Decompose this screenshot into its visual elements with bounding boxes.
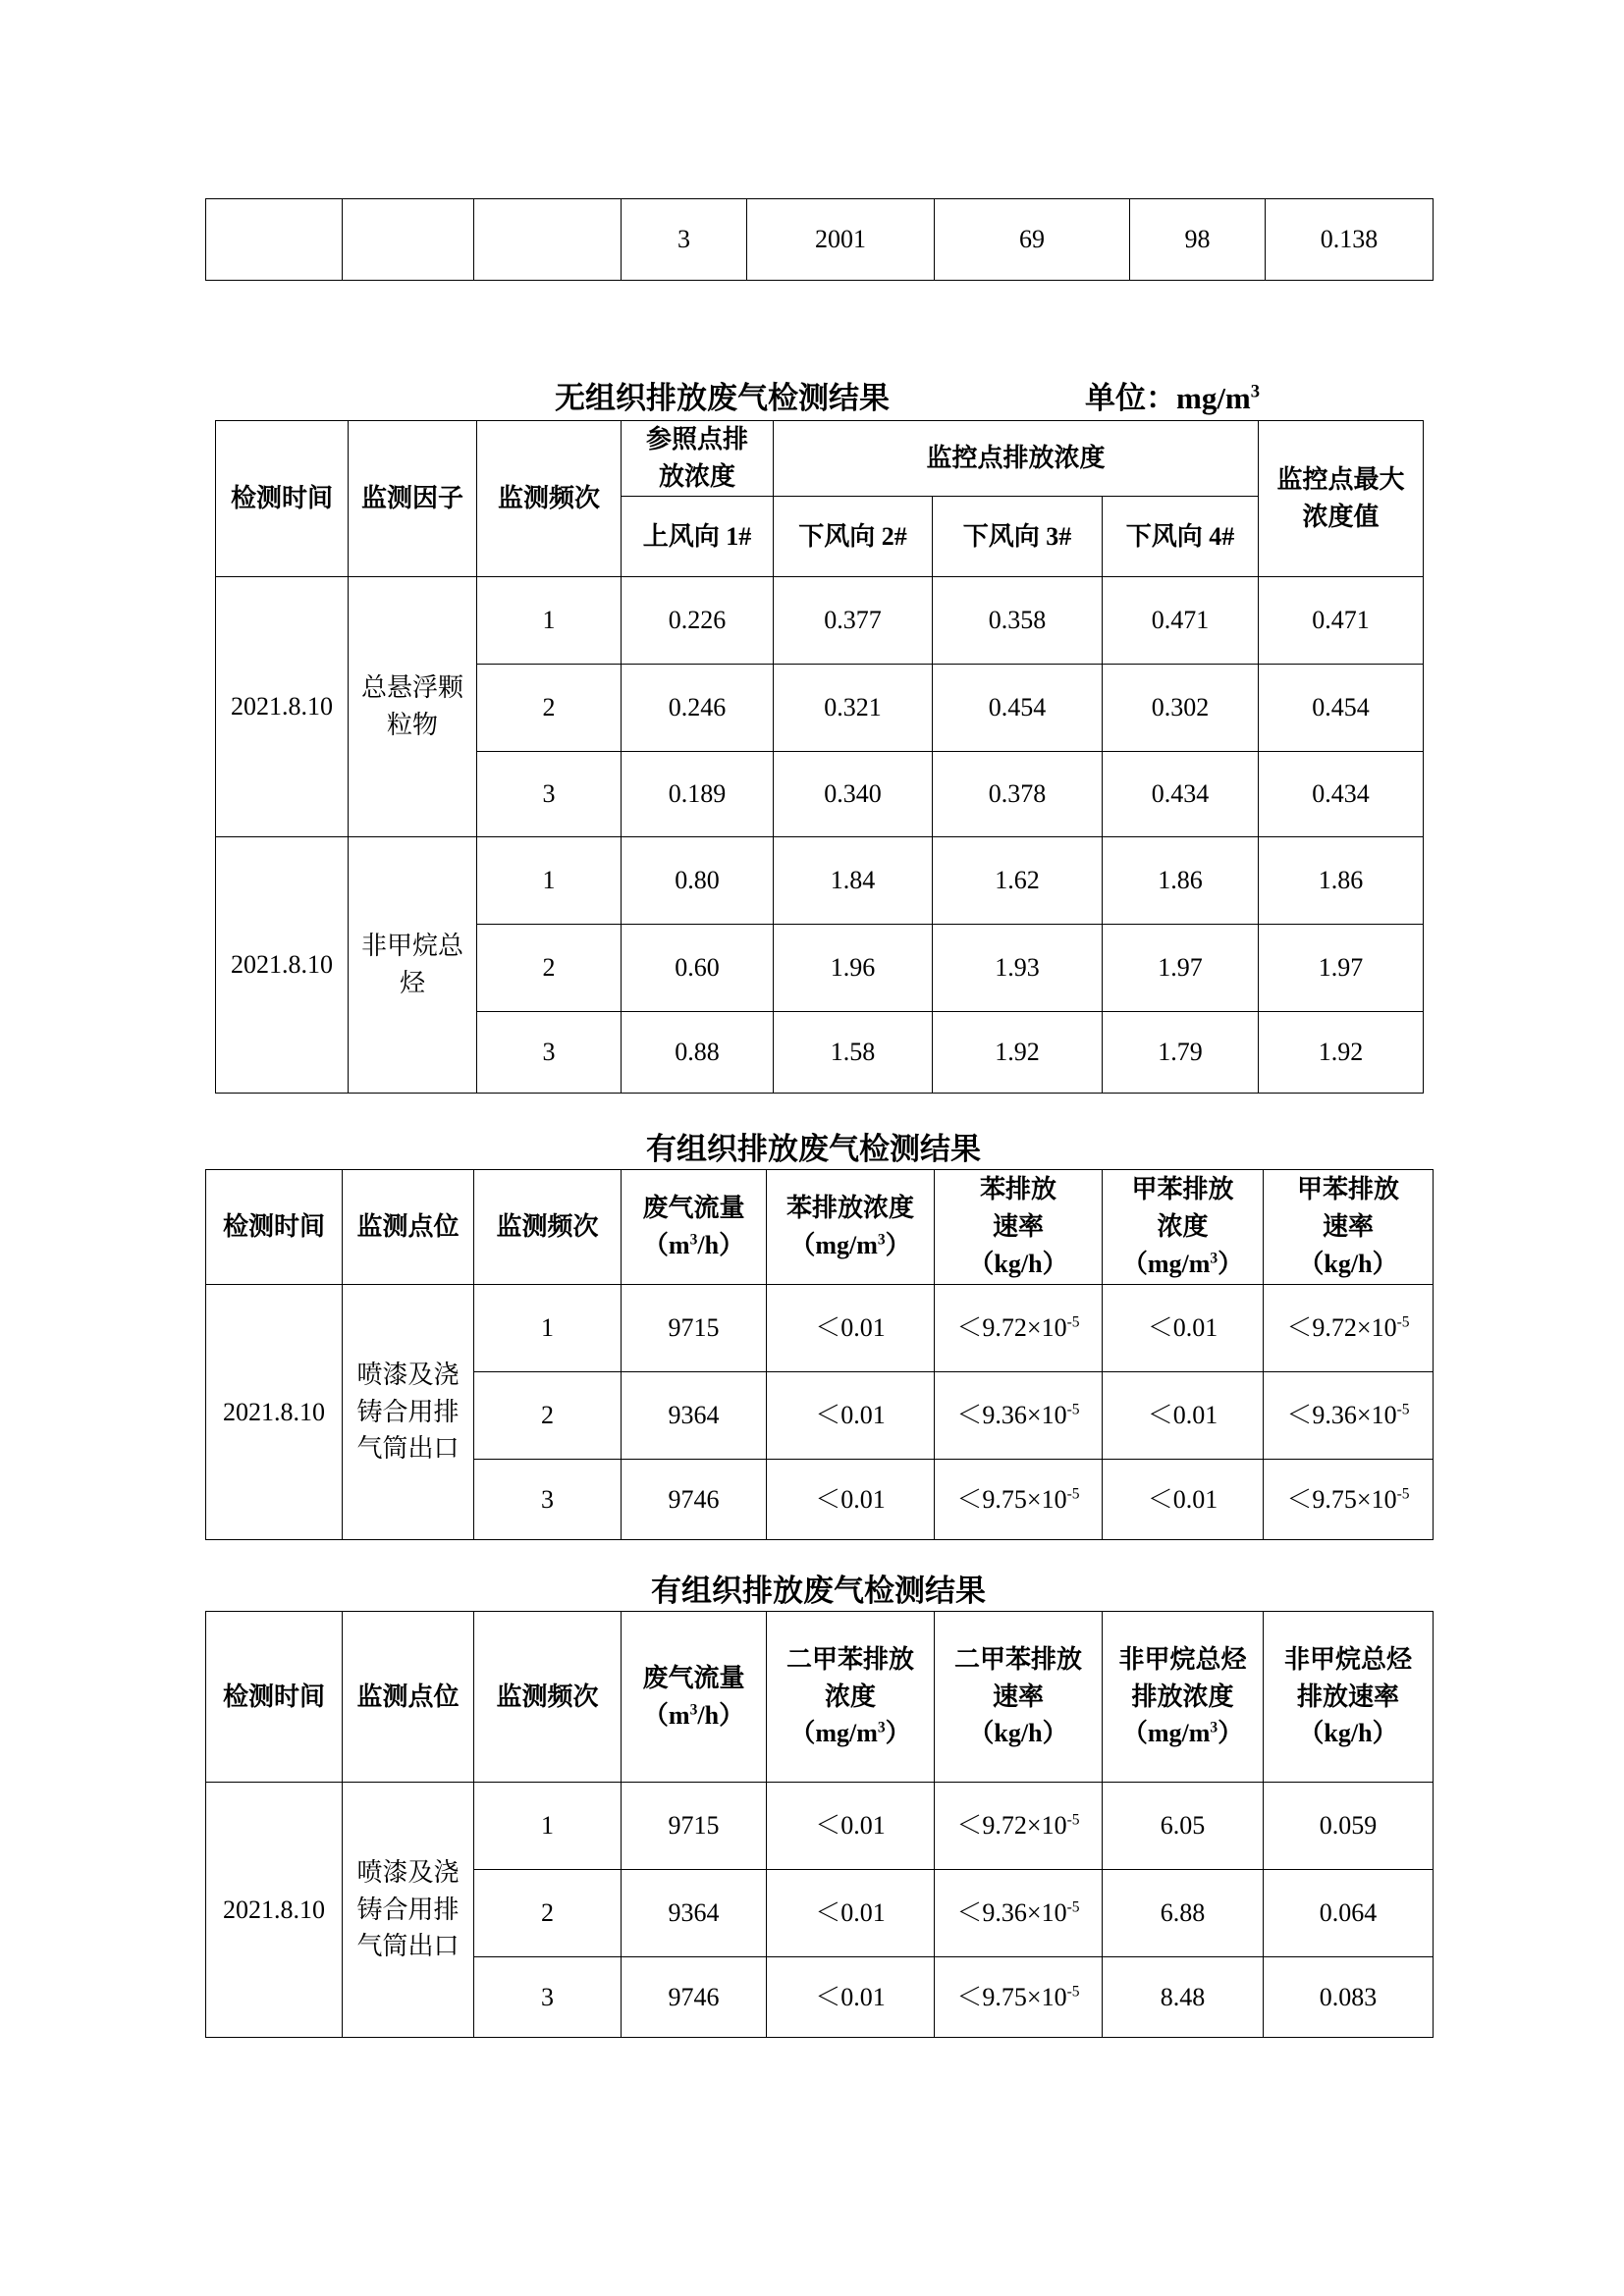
date-cell: 2021.8.10 xyxy=(206,1783,343,2038)
flow-unit-exp: 3 xyxy=(689,1231,698,1249)
table-cell: 3 xyxy=(474,1957,622,2038)
point-line: 铸合用排 xyxy=(356,1397,460,1426)
table-cell: 0.454 xyxy=(1259,665,1424,752)
table-cell: 3 xyxy=(477,1012,622,1094)
factor-line1: 总悬浮颗 xyxy=(360,673,463,703)
fugitive-title: 无组织排放废气检测结果 xyxy=(555,381,890,415)
table-cell: ＜0.01 xyxy=(767,1870,935,1957)
table-cell: 0.138 xyxy=(1266,199,1434,281)
table-cell xyxy=(935,1460,1103,1540)
rate-exp: -5 xyxy=(1396,1313,1410,1331)
header-row xyxy=(216,421,1424,497)
table-cell: 0.302 xyxy=(1103,665,1259,752)
table-cell: ＜0.01 xyxy=(767,1783,935,1870)
header-toluene-conc xyxy=(1103,1170,1264,1285)
table-cell xyxy=(206,199,343,281)
rate-base: ＜9.72×10 xyxy=(956,1313,1067,1343)
table-row xyxy=(216,837,1424,925)
table-cell xyxy=(935,1957,1103,2038)
header-nmhc-conc xyxy=(1103,1612,1264,1783)
table-cell xyxy=(474,199,622,281)
factor-line1: 非甲烷总 xyxy=(360,932,463,961)
header-line: 排放速率 xyxy=(1296,1682,1399,1711)
header-line: （kg/h） xyxy=(968,1249,1068,1278)
rate-base: ＜9.72×10 xyxy=(1286,1313,1397,1343)
table-cell: 8.48 xyxy=(1103,1957,1264,2038)
table-cell: 0.226 xyxy=(622,577,774,665)
table-cell: ＜0.01 xyxy=(767,1460,935,1540)
header-line: 苯排放浓度 xyxy=(785,1194,914,1223)
header-unit-line xyxy=(767,1227,934,1264)
header-unit-line xyxy=(1103,1715,1263,1752)
table-cell: 1.93 xyxy=(933,925,1103,1012)
rate-exp: -5 xyxy=(1396,1401,1410,1418)
header-flow-line2 xyxy=(622,1697,766,1735)
header-max xyxy=(1259,421,1424,577)
table-cell: 1.58 xyxy=(774,1012,933,1094)
header-time: 检测时间 xyxy=(206,1612,343,1783)
unit-a: （mg/m xyxy=(1121,1719,1211,1748)
header-up1: 上风向 1# xyxy=(622,497,774,577)
table-cell: 1 xyxy=(474,1783,622,1870)
organized2-title: 有组织排放废气检测结果 xyxy=(651,1574,986,1608)
table-cell: 0.60 xyxy=(622,925,774,1012)
table-cell: 6.05 xyxy=(1103,1783,1264,1870)
table-cell: ＜0.01 xyxy=(767,1285,935,1372)
rate-base: ＜9.36×10 xyxy=(956,1898,1067,1928)
rate-exp: -5 xyxy=(1066,1983,1080,2000)
point-cell xyxy=(343,1783,474,2038)
table-cell: 0.377 xyxy=(774,577,933,665)
table-cell: 0.88 xyxy=(622,1012,774,1094)
unit-b: ） xyxy=(885,1719,911,1748)
table-cell: 98 xyxy=(1130,199,1266,281)
header-line: （kg/h） xyxy=(968,1719,1068,1748)
table-cell: 0.471 xyxy=(1103,577,1259,665)
unit-exp: 3 xyxy=(1210,1719,1218,1736)
table-row xyxy=(206,1783,1434,1870)
table-cell: 3 xyxy=(474,1460,622,1540)
table-cell: 1.92 xyxy=(933,1012,1103,1094)
unit-a: （mg/m xyxy=(789,1719,878,1748)
table-cell: 1.96 xyxy=(774,925,933,1012)
table-cell: 0.434 xyxy=(1103,752,1259,837)
table-cell: 0.189 xyxy=(622,752,774,837)
factor-cell xyxy=(349,837,477,1094)
table-cell xyxy=(935,1870,1103,1957)
header-flow-line2 xyxy=(622,1227,766,1264)
table-cell: 6.88 xyxy=(1103,1870,1264,1957)
header-ref-line2: 放浓度 xyxy=(658,462,735,491)
table-cell xyxy=(935,1783,1103,1870)
rate-exp: -5 xyxy=(1066,1898,1080,1916)
header-max-line2: 浓度值 xyxy=(1302,503,1380,531)
header-nmhc-rate xyxy=(1264,1612,1434,1783)
flow-unit-a: （m xyxy=(642,1231,690,1259)
table-cell: 1.62 xyxy=(933,837,1103,925)
header-xylene-conc xyxy=(767,1612,935,1783)
table-cell xyxy=(1264,1372,1434,1460)
table-cell: 69 xyxy=(935,199,1130,281)
table-row xyxy=(206,1285,1434,1372)
table-cell: 2 xyxy=(477,925,622,1012)
header-ref xyxy=(622,421,774,497)
header-ref-line1: 参照点排 xyxy=(645,425,748,454)
header-point: 监测点位 xyxy=(343,1612,474,1783)
table-cell xyxy=(935,1372,1103,1460)
header-line: 苯排放 xyxy=(979,1175,1056,1204)
header-line: 甲苯排放 xyxy=(1296,1175,1399,1204)
table-cell: 9715 xyxy=(622,1783,767,1870)
rate-exp: -5 xyxy=(1396,1485,1410,1502)
header-down3: 下风向 3# xyxy=(933,497,1103,577)
flow-unit-b: /h） xyxy=(697,1231,745,1259)
point-line: 铸合用排 xyxy=(356,1895,460,1924)
table-cell: 1.86 xyxy=(1103,837,1259,925)
unit-b: ） xyxy=(1218,1249,1244,1278)
table-cell: 0.454 xyxy=(933,665,1103,752)
header-time: 检测时间 xyxy=(216,421,349,577)
header-benzene-rate xyxy=(935,1170,1103,1285)
table-cell: 0.064 xyxy=(1264,1870,1434,1957)
header-line: 甲苯排放 xyxy=(1131,1175,1234,1204)
unit-b: ） xyxy=(1218,1719,1244,1748)
header-row xyxy=(206,1612,1434,1783)
table-cell: 0.083 xyxy=(1264,1957,1434,2038)
table-cell: 0.471 xyxy=(1259,577,1424,665)
table-cell: 9746 xyxy=(622,1460,767,1540)
unit-exp: 3 xyxy=(1250,381,1261,402)
unit-exp: 3 xyxy=(877,1719,886,1736)
unit-a: （mg/m xyxy=(1121,1249,1211,1278)
rate-exp: -5 xyxy=(1066,1485,1080,1502)
rate-exp: -5 xyxy=(1066,1811,1080,1829)
table-cell: 1.97 xyxy=(1259,925,1424,1012)
unit-b: ） xyxy=(885,1231,911,1259)
organized2-table xyxy=(205,1611,1434,2038)
table-cell: ＜0.01 xyxy=(1103,1372,1264,1460)
rate-base: ＜9.75×10 xyxy=(956,1484,1067,1514)
header-factor: 监测因子 xyxy=(349,421,477,577)
table-cell: 0.246 xyxy=(622,665,774,752)
table-row xyxy=(216,577,1424,665)
unit-exp: 3 xyxy=(1210,1250,1218,1267)
rate-base: ＜9.36×10 xyxy=(956,1401,1067,1430)
table-cell: 0.358 xyxy=(933,577,1103,665)
table-cell: 2001 xyxy=(747,199,935,281)
table-row xyxy=(206,199,1434,281)
rate-exp: -5 xyxy=(1066,1313,1080,1331)
table-cell: 3 xyxy=(622,199,747,281)
point-cell xyxy=(343,1285,474,1540)
header-freq: 监测频次 xyxy=(474,1170,622,1285)
table-cell: ＜0.01 xyxy=(767,1957,935,2038)
unit-exp: 3 xyxy=(877,1231,886,1249)
unit-a: （mg/m xyxy=(789,1231,878,1259)
header-freq: 监测频次 xyxy=(477,421,622,577)
header-down4: 下风向 4# xyxy=(1103,497,1259,577)
header-flow xyxy=(622,1612,767,1783)
header-line: 非甲烷总烃 xyxy=(1283,1644,1412,1674)
flow-unit-exp: 3 xyxy=(689,1700,698,1718)
table-cell: 9746 xyxy=(622,1957,767,2038)
table-cell: 9715 xyxy=(622,1285,767,1372)
unit-value: mg/m xyxy=(1176,381,1251,415)
point-line: 气筒出口 xyxy=(356,1434,460,1464)
date-cell: 2021.8.10 xyxy=(206,1285,343,1540)
header-max-line1: 监控点最大 xyxy=(1276,465,1405,495)
table-cell: 1 xyxy=(477,837,622,925)
table-cell xyxy=(935,1285,1103,1372)
table-cell: 9364 xyxy=(622,1870,767,1957)
table-cell xyxy=(1264,1460,1434,1540)
table-cell xyxy=(343,199,474,281)
table-cell: ＜0.01 xyxy=(767,1372,935,1460)
header-freq: 监测频次 xyxy=(474,1612,622,1783)
partial-table xyxy=(205,198,1434,281)
point-line: 喷漆及浇 xyxy=(356,1360,460,1389)
header-line: 二甲苯排放 xyxy=(785,1644,914,1674)
table-cell: 1.84 xyxy=(774,837,933,925)
point-line: 喷漆及浇 xyxy=(356,1857,460,1887)
factor-line2: 烃 xyxy=(399,969,425,997)
table-cell: 1.79 xyxy=(1103,1012,1259,1094)
organized1-table xyxy=(205,1169,1434,1540)
table-cell: 1.92 xyxy=(1259,1012,1424,1094)
table-cell: 9364 xyxy=(622,1372,767,1460)
table-cell: 2 xyxy=(477,665,622,752)
table-cell: 2 xyxy=(474,1870,622,1957)
header-down2: 下风向 2# xyxy=(774,497,933,577)
header-toluene-rate xyxy=(1264,1170,1434,1285)
header-flow-line1: 废气流量 xyxy=(642,1663,745,1692)
header-line: 速率 xyxy=(992,1212,1044,1242)
table-cell: 1 xyxy=(477,577,622,665)
header-monitor: 监控点排放浓度 xyxy=(774,421,1259,497)
fugitive-table xyxy=(215,420,1424,1094)
header-flow xyxy=(622,1170,767,1285)
header-time: 检测时间 xyxy=(206,1170,343,1285)
header-point: 监测点位 xyxy=(343,1170,474,1285)
header-flow-line1: 废气流量 xyxy=(642,1194,745,1223)
rate-base: ＜9.36×10 xyxy=(1286,1401,1397,1430)
flow-unit-a: （m xyxy=(642,1700,690,1730)
rate-base: ＜9.75×10 xyxy=(956,1982,1067,2011)
date-cell: 2021.8.10 xyxy=(216,577,349,837)
table-cell: 0.059 xyxy=(1264,1783,1434,1870)
factor-cell xyxy=(349,577,477,837)
header-xylene-rate xyxy=(935,1612,1103,1783)
table-cell: 1.86 xyxy=(1259,837,1424,925)
header-row xyxy=(206,1170,1434,1285)
table-cell: ＜0.01 xyxy=(1103,1285,1264,1372)
header-line: （kg/h） xyxy=(1298,1719,1398,1748)
table-cell: 1.97 xyxy=(1103,925,1259,1012)
table-cell: ＜0.01 xyxy=(1103,1460,1264,1540)
flow-unit-b: /h） xyxy=(697,1700,745,1730)
header-line: 非甲烷总烃 xyxy=(1118,1644,1247,1674)
header-line: 二甲苯排放 xyxy=(953,1644,1082,1674)
point-line: 气筒出口 xyxy=(356,1932,460,1961)
table-cell: 1 xyxy=(474,1285,622,1372)
factor-line2: 粒物 xyxy=(386,711,438,739)
header-line: 浓度 xyxy=(1157,1212,1209,1242)
table-cell: 0.434 xyxy=(1259,752,1424,837)
unit-label: 单位： xyxy=(1085,381,1176,415)
header-line: 速率 xyxy=(1322,1212,1374,1242)
table-cell: 0.321 xyxy=(774,665,933,752)
table-cell: 2 xyxy=(474,1372,622,1460)
header-unit-line xyxy=(1103,1246,1263,1283)
header-line: 速率 xyxy=(992,1682,1044,1711)
table-cell: 0.378 xyxy=(933,752,1103,837)
fugitive-unit xyxy=(1085,373,1260,417)
rate-base: ＜9.75×10 xyxy=(1286,1484,1397,1514)
header-benzene-conc xyxy=(767,1170,935,1285)
rate-exp: -5 xyxy=(1066,1401,1080,1418)
header-line: 浓度 xyxy=(824,1682,876,1711)
header-unit-line xyxy=(767,1715,934,1752)
header-line: （kg/h） xyxy=(1298,1249,1398,1278)
table-cell: 0.340 xyxy=(774,752,933,837)
table-cell xyxy=(1264,1285,1434,1372)
organized1-title: 有组织排放废气检测结果 xyxy=(646,1132,981,1166)
header-line: 排放浓度 xyxy=(1131,1682,1234,1711)
rate-base: ＜9.72×10 xyxy=(956,1811,1067,1841)
table-cell: 3 xyxy=(477,752,622,837)
date-cell: 2021.8.10 xyxy=(216,837,349,1094)
table-cell: 0.80 xyxy=(622,837,774,925)
